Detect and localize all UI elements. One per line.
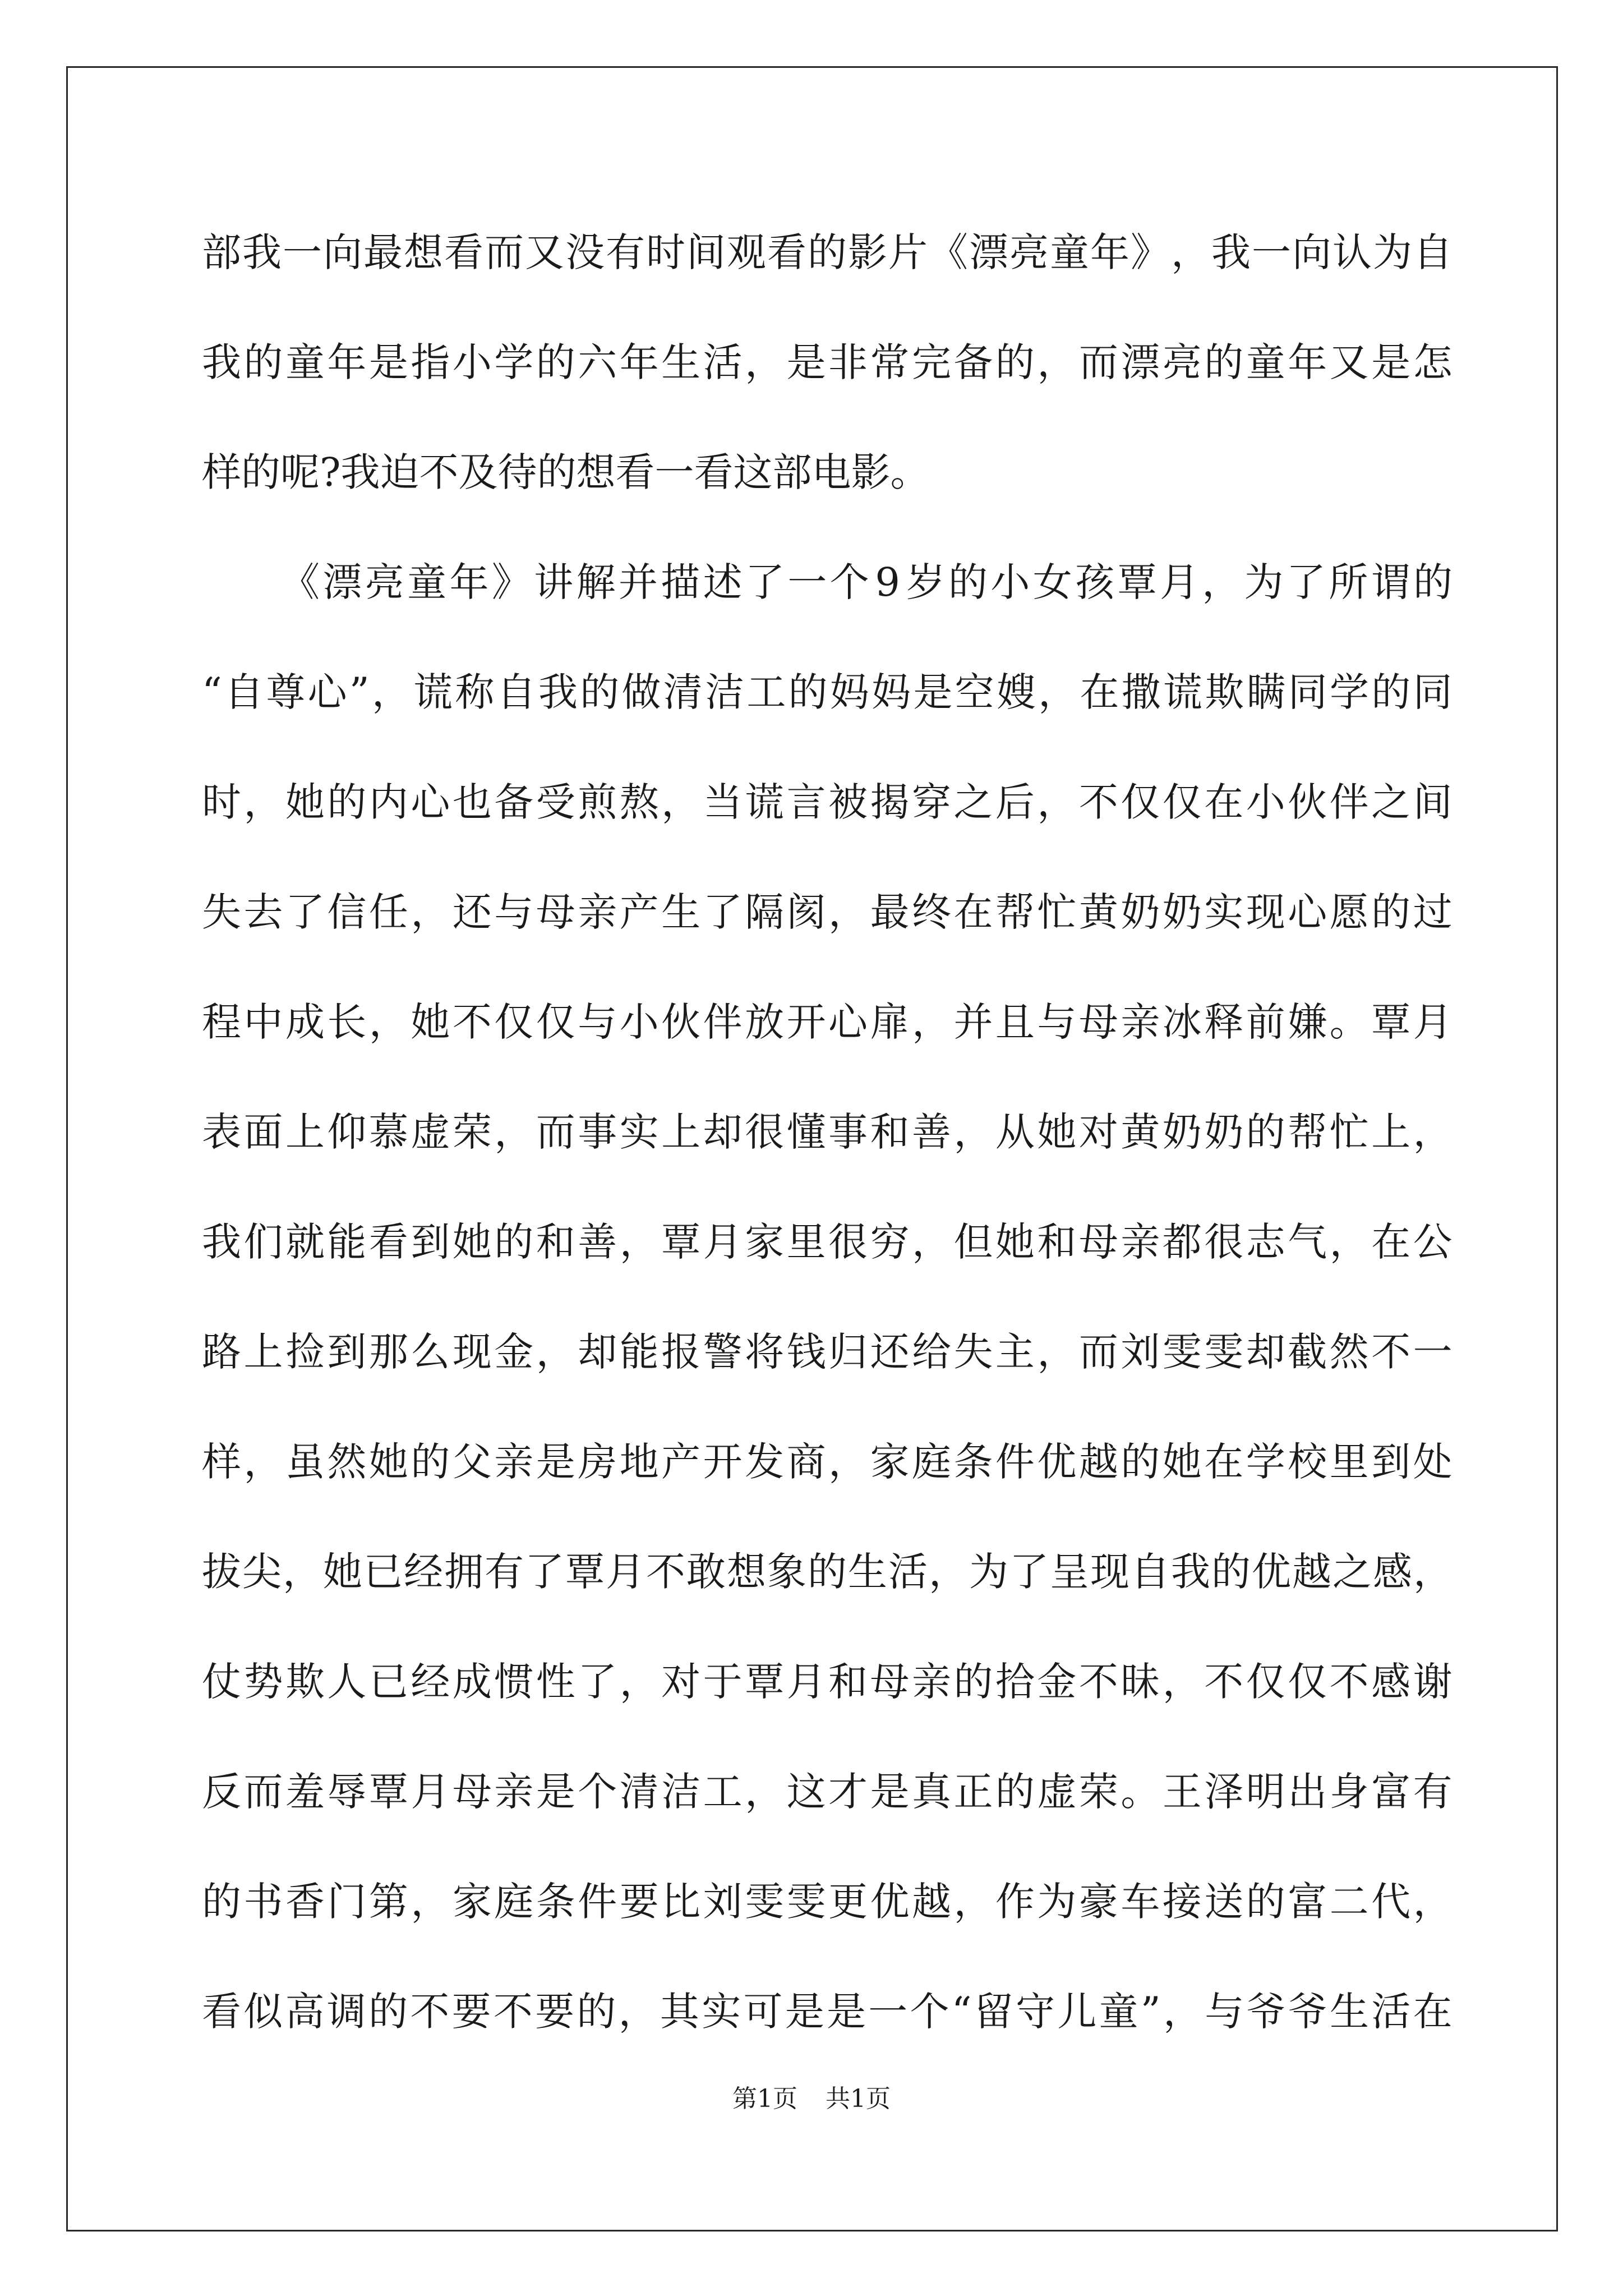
text-line: 拔 尖 ， 她 已 经 拥 有 了 覃 月 不 敢 想 象 的 生 活 ， 为 了 呈 现 自 我 的 优 越 之 感 ，	[202, 1549, 1453, 1595]
page-footer	[0, 2082, 1623, 2116]
text-line: 反 而 羞 辱 覃 月 母 亲 是 个 清 洁 工 ， 这 才 是 真 正 的 虚 荣 。 王 泽 明 出 身 富 有	[202, 1769, 1453, 1815]
text-line: 失 去 了 信 任 ， 还 与 母 亲 产 生 了 隔 阂 ， 最 终 在 帮 忙 黄 奶 奶 实 现 心 愿 的 过	[202, 889, 1453, 935]
text-line: 看 似 高 调 的 不 要 不 要 的 ， 其 实 可 是 是 一 个 “ 留 守 儿 童 ” ， 与 爷 爷 生 活 在	[202, 1989, 1453, 2035]
text-line: 样的呢?我迫不及待的想看一看这部电影。	[202, 449, 930, 495]
text-line: 仗 势 欺 人 已 经 成 惯 性 了 ， 对 于 覃 月 和 母 亲 的 拾 金 不 昧 ， 不 仅 仅 不 感 谢	[202, 1659, 1453, 1705]
page-total: 共1页	[826, 2085, 891, 2113]
text-line: 表 面 上 仰 慕 虚 荣 ， 而 事 实 上 却 很 懂 事 和 善 ， 从 她 对 黄 奶 奶 的 帮 忙 上 ，	[202, 1109, 1453, 1155]
text-line: 我 的 童 年 是 指 小 学 的 六 年 生 活 ， 是 非 常 完 备 的 ， 而 漂 亮 的 童 年 又 是 怎	[202, 339, 1453, 385]
text-line: 时 ， 她 的 内 心 也 备 受 煎 熬 ， 当 谎 言 被 揭 穿 之 后 ， 不 仅 仅 在 小 伙 伴 之 间	[202, 779, 1453, 825]
text-line: 程 中 成 长 ， 她 不 仅 仅 与 小 伙 伴 放 开 心 扉 ， 并 且 与 母 亲 冰 释 前 嫌 。 覃 月	[202, 999, 1453, 1045]
text-line: 的 书 香 门 第 ， 家 庭 条 件 要 比 刘 雯 雯 更 优 越 ， 作 为 豪 车 接 送 的 富 二 代 ，	[202, 1879, 1453, 1925]
text-line: 《 漂 亮 童 年 》 讲 解 并 描 述 了 一 个 9 岁 的 小 女 孩 覃 月 ， 为 了 所 谓 的	[280, 559, 1453, 605]
page-number: 第1页	[732, 2085, 797, 2113]
text-line: 部 我 一 向 最 想 看 而 又 没 有 时 间 观 看 的 影 片 《 漂 亮 童 年 》 ， 我 一 向 认 为 自	[202, 229, 1453, 275]
text-line: “ 自 尊 心 ” ， 谎 称 自 我 的 做 清 洁 工 的 妈 妈 是 空 嫂 ， 在 撒 谎 欺 瞒 同 学 的 同	[202, 669, 1453, 715]
text-line: 我 们 就 能 看 到 她 的 和 善 ， 覃 月 家 里 很 穷 ， 但 她 和 母 亲 都 很 志 气 ， 在 公	[202, 1219, 1453, 1265]
document-body	[202, 219, 1453, 2088]
text-line: 路 上 捡 到 那 么 现 金 ， 却 能 报 警 将 钱 归 还 给 失 主 ， 而 刘 雯 雯 却 截 然 不 一	[202, 1329, 1453, 1375]
text-line: 样 ， 虽 然 她 的 父 亲 是 房 地 产 开 发 商 ， 家 庭 条 件 优 越 的 她 在 学 校 里 到 处	[202, 1439, 1453, 1485]
